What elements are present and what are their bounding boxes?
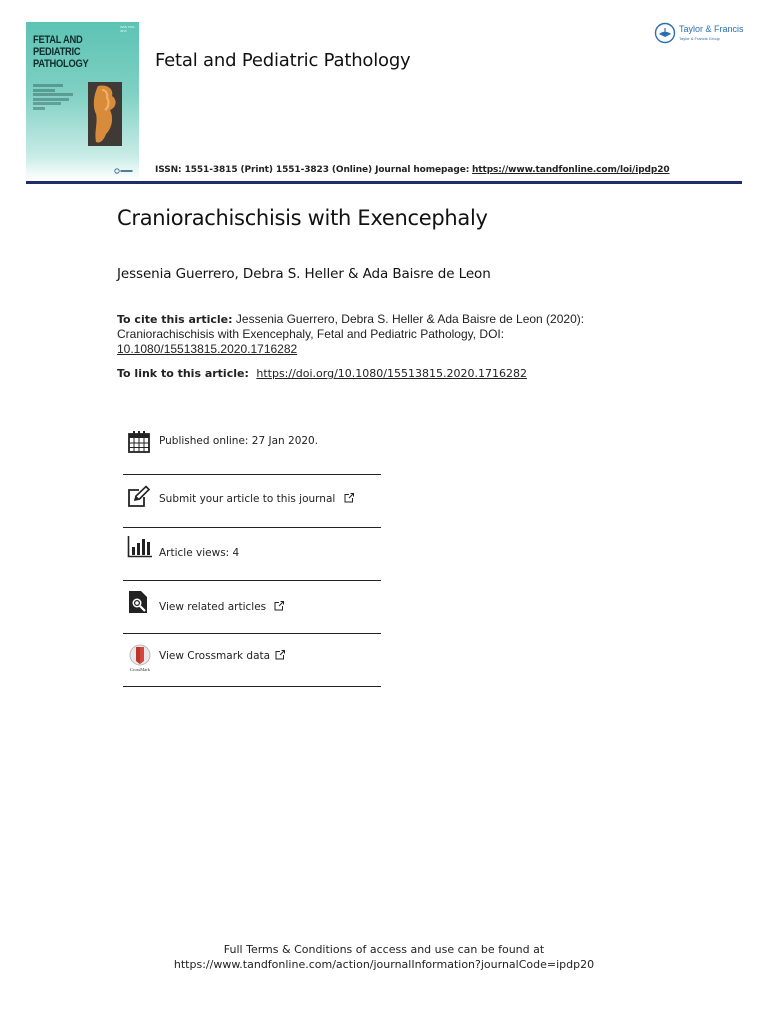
citation-label: To cite this article: [117, 313, 233, 326]
published-item [123, 422, 381, 475]
article-views-item [123, 528, 381, 581]
cover-title: FETAL AND PEDIATRIC PATHOLOGY [33, 34, 89, 70]
article-link-line [117, 367, 527, 380]
cover-image [88, 82, 122, 146]
journal-cover [26, 22, 139, 180]
submit-article-label[interactable]: Submit your article to this journal [159, 493, 336, 505]
article-doi-link[interactable]: https://doi.org/10.1080/15513815.2020.1716282 [256, 367, 527, 380]
journal-title: Fetal and Pediatric Pathology [155, 50, 411, 71]
footer-terms-text: Full Terms & Conditions of access and use can be found at [223, 943, 545, 956]
citation-text: Jessenia Guerrero, Debra S. Heller & Ada Baisre de Leon (2020): Craniorachischisis with Exencephaly, Fetal and Pediatric Pathology, DOI: [117, 312, 585, 341]
cover-issn: ISSN 1551-3815 [120, 25, 136, 33]
article-authors: Jessenia Guerrero, Debra S. Heller & Ada Baisre de Leon [117, 266, 491, 282]
crossmark-link [159, 650, 285, 662]
external-link-icon [344, 493, 354, 503]
crossmark-item[interactable] [123, 634, 381, 687]
article-link-label: To link to this article: [117, 367, 249, 380]
edit-icon [127, 485, 151, 509]
journal-homepage-link[interactable]: https://www.tandfonline.com/loi/ipdp20 [471, 165, 670, 175]
external-link-icon [275, 650, 285, 660]
crossmark-label[interactable]: View Crossmark data [159, 650, 271, 662]
search-document-icon [127, 590, 151, 614]
publisher-name: Taylor & Francis [679, 24, 744, 34]
issn-line [155, 165, 670, 175]
publisher-logo-icon [654, 22, 676, 44]
related-articles-item[interactable] [123, 581, 381, 634]
cover-publisher-logo [114, 168, 134, 174]
published-date: Published online: 27 Jan 2020. [159, 435, 319, 447]
footer [0, 942, 768, 972]
crossmark-icon-text: CrossMark [130, 667, 150, 672]
submit-article-link [159, 493, 354, 505]
submit-article-item[interactable] [123, 475, 381, 528]
publisher-group: Taylor & Francis Group [679, 36, 720, 41]
article-views: Article views: 4 [159, 547, 240, 559]
external-link-icon [274, 601, 284, 611]
citation-block [117, 312, 587, 357]
cover-contents [33, 84, 83, 111]
crossmark-icon [127, 644, 153, 672]
article-title: Craniorachischisis with Exencephaly [117, 206, 488, 230]
issn-text: ISSN: 1551-3815 (Print) 1551-3823 (Online) Journal homepage: [155, 165, 470, 175]
footer-terms-link[interactable]: https://www.tandfonline.com/action/journalInformation?journalCode=ipdp20 [173, 958, 595, 971]
citation-doi-link[interactable]: 10.1080/15513815.2020.1716282 [117, 342, 298, 356]
publisher-logo [654, 22, 746, 48]
related-articles-link [159, 601, 284, 613]
header-divider [26, 181, 742, 184]
calendar-icon [127, 430, 151, 454]
bar-chart-icon [127, 534, 153, 558]
related-articles-label[interactable]: View related articles [159, 601, 267, 613]
article-info-list [123, 422, 381, 687]
